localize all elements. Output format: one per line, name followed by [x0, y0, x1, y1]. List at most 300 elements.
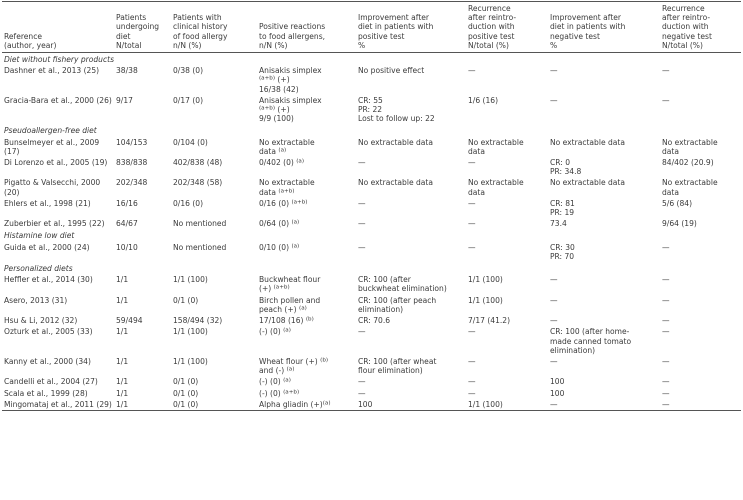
cell-line: CR: 100 (after home-: [550, 327, 630, 337]
cell-line: —: [550, 275, 558, 285]
positive-text: (-) (0): [259, 388, 284, 398]
cell-history: 402/838 (48): [173, 158, 223, 168]
cell-line: data: [468, 146, 485, 156]
cell-line: PR: 34.8: [550, 167, 582, 177]
cell-line: No extractable: [662, 137, 718, 147]
positive-line: [259, 114, 354, 123]
positive-line: [259, 296, 354, 305]
cell-positive-reactions: [257, 388, 356, 399]
section-row: [2, 124, 741, 136]
cell-reference: Scala et al., 1999 (28): [4, 388, 88, 398]
positive-text: No extractable: [259, 137, 315, 147]
table-row: [2, 242, 741, 262]
header-line: of food allergy: [173, 31, 228, 41]
positive-text: (-) (0): [259, 327, 284, 337]
table-row: [2, 157, 741, 177]
cell-patients: 1/1: [116, 327, 129, 337]
cell-patients: 10/10: [116, 242, 138, 252]
footnote-marker: (a+b): [278, 188, 295, 195]
table-row: [2, 295, 741, 315]
table-row: [2, 399, 741, 411]
cell-line: 84/402 (20.9): [662, 158, 714, 168]
positive-line: [259, 284, 354, 293]
section-row: [2, 262, 741, 274]
cell-line: 1/6 (16): [468, 95, 499, 105]
cell-line: 7/17 (41.2): [468, 316, 511, 326]
header-line: after reintro-: [662, 13, 711, 23]
cell-positive-reactions: [257, 376, 356, 387]
cell-recurrence-positive: [466, 65, 548, 95]
cell-line: No extractable: [468, 178, 524, 188]
footnote-marker: (a): [278, 147, 287, 154]
cell-improvement-positive: [356, 137, 466, 157]
cell-line: —: [358, 327, 366, 337]
cell-patients: 1/1: [114, 399, 171, 411]
positive-text: No extractable: [259, 178, 315, 188]
section-row: [2, 229, 741, 241]
positive-line: [259, 96, 354, 105]
positive-text: 0/16 (0): [259, 198, 292, 208]
cell-line: —: [468, 198, 476, 208]
cell-line: data: [662, 187, 679, 197]
cell-history: 0/1 (0): [173, 295, 199, 305]
positive-line: [259, 327, 354, 336]
footnote-marker: (a): [283, 328, 291, 334]
cell-reference: Dashner et al., 2013 (25): [4, 66, 100, 76]
header-line: duction with: [662, 22, 709, 32]
positive-text: 0/10 (0): [259, 242, 292, 252]
footnote-marker: (a): [286, 366, 295, 373]
cell-line: 73.4: [550, 219, 567, 229]
cell-recurrence-negative: [660, 218, 741, 229]
cell-patients: 16/16: [116, 198, 138, 208]
cell-improvement-positive: [356, 326, 466, 356]
cell-positive-reactions: [257, 218, 356, 229]
header-recurrence-positive: [466, 2, 548, 53]
cell-recurrence-positive: [466, 137, 548, 157]
cell-line: PR: 22: [358, 105, 383, 115]
cell-positive-reactions: [257, 399, 356, 411]
positive-text: Birch pollen and: [259, 295, 321, 305]
positive-text: data: [259, 146, 279, 156]
header-line: clinical history: [173, 22, 228, 32]
cell-recurrence-positive: [466, 356, 548, 376]
cell-patients: 1/1: [116, 275, 129, 285]
cell-recurrence-negative: [660, 326, 741, 356]
cell-improvement-positive: [356, 157, 466, 177]
cell-line: —: [550, 66, 558, 76]
footnote-marker: (a): [283, 378, 291, 385]
cell-line: —: [468, 158, 476, 168]
cell-positive-reactions: [257, 137, 356, 157]
cell-improvement-positive: [356, 376, 466, 387]
positive-text: 17/108 (16): [259, 316, 306, 326]
cell-history: 0/16 (0): [173, 198, 204, 208]
header-line: Improvement after: [550, 13, 622, 23]
cell-line: 100: [358, 399, 373, 409]
header-patients-undergoing-diet: [114, 2, 171, 53]
footnote-marker: (a+b): [259, 76, 276, 83]
cell-history: 0/17 (0): [173, 95, 204, 105]
cell-positive-reactions: [257, 315, 356, 326]
cell-line: 9/64 (19): [662, 219, 697, 229]
positive-line: [259, 316, 354, 325]
positive-text: Anisakis simplex: [259, 66, 322, 76]
cell-recurrence-negative: [660, 65, 741, 95]
cell-recurrence-negative: [660, 177, 741, 197]
cell-line: CR: 70.6: [358, 316, 391, 326]
positive-line: [259, 275, 354, 284]
cell-history: No mentioned: [173, 219, 227, 229]
cell-recurrence-positive: [466, 198, 548, 218]
cell-positive-reactions: [257, 198, 356, 218]
header-line: undergoing: [116, 22, 160, 32]
cell-recurrence-positive: [466, 376, 548, 387]
cell-line: No extractable data: [358, 137, 433, 147]
table-row: [2, 326, 741, 356]
positive-text: (+): [275, 105, 290, 115]
cell-line: —: [662, 242, 670, 252]
section-title: Personalized diets: [4, 264, 73, 274]
header-positive-reactions: [257, 2, 356, 53]
cell-improvement-negative: [548, 399, 660, 411]
cell-line: CR: 100 (after peach: [358, 295, 437, 305]
header-line: Reference: [4, 31, 43, 41]
positive-text: 0/402 (0): [259, 158, 297, 168]
cell-line: made canned tomato: [550, 336, 632, 346]
header-line: N/total: [116, 40, 142, 50]
cell-line: —: [662, 95, 670, 105]
cell-history: 0/38 (0): [173, 66, 204, 76]
cell-history: 1/1 (100): [173, 275, 208, 285]
footnote-marker: (a+b): [259, 105, 276, 112]
cell-improvement-negative: [548, 177, 660, 197]
cell-line: No extractable data: [358, 178, 433, 188]
header-clinical-history: [171, 2, 257, 53]
cell-history: 1/1 (100): [173, 356, 208, 366]
header-line: positive test: [358, 31, 405, 41]
cell-line: data: [468, 187, 485, 197]
cell-patients: 64/67: [116, 219, 138, 229]
table-row: [2, 315, 741, 326]
header-line: diet in patients with: [358, 22, 434, 32]
positive-text: data: [259, 187, 279, 197]
cell-reference: Ehlers et al., 1998 (21): [4, 198, 91, 208]
cell-improvement-negative: [548, 137, 660, 157]
cell-improvement-negative: [548, 95, 660, 125]
cell-recurrence-positive: [466, 218, 548, 229]
cell-line: —: [662, 295, 670, 305]
cell-line: —: [550, 399, 558, 409]
cell-line: elimination): [358, 304, 404, 314]
cell-line: 1/1 (100): [468, 275, 503, 285]
food-allergy-diet-table: [2, 1, 741, 411]
header-line: diet: [116, 31, 131, 41]
cell-improvement-positive: [356, 95, 466, 125]
positive-text: peach (+): [259, 304, 300, 314]
cell-patients: 104/153: [116, 137, 148, 147]
cell-reference: Kanny et al., 2000 (34): [4, 356, 91, 366]
cell-line: —: [358, 242, 366, 252]
positive-text: 9/9 (100): [259, 114, 294, 124]
cell-recurrence-positive: [466, 315, 548, 326]
cell-reference: Asero, 2013 (31): [4, 295, 68, 305]
footnote-marker: (a): [299, 305, 307, 312]
header-line: Improvement after: [358, 13, 430, 23]
cell-history: 0/1 (0): [173, 388, 199, 398]
cell-recurrence-negative: [660, 399, 741, 411]
section-title: Diet without fishery products: [2, 53, 741, 66]
cell-line: —: [468, 242, 476, 252]
cell-recurrence-negative: [660, 315, 741, 326]
cell-improvement-negative: [548, 315, 660, 326]
table-row: [2, 218, 741, 229]
cell-line: flour elimination): [358, 366, 423, 376]
cell-line: —: [662, 377, 670, 387]
header-line: n/N (%): [259, 40, 288, 50]
cell-reference: Heffler et al., 2014 (30): [4, 275, 93, 285]
cell-line: —: [358, 198, 366, 208]
cell-improvement-positive: [356, 242, 466, 262]
cell-patients: 202/348: [116, 178, 148, 188]
cell-recurrence-negative: [660, 157, 741, 177]
cell-history: 1/1 (100): [173, 327, 208, 337]
cell-improvement-negative: [548, 376, 660, 387]
cell-recurrence-positive: [466, 388, 548, 399]
cell-improvement-positive: [356, 177, 466, 197]
cell-reference: Zuberbier et al., 1995 (22): [4, 219, 105, 229]
header-line: Recurrence: [468, 4, 511, 13]
cell-patients: 9/17: [116, 95, 133, 105]
cell-reference: Candelli et al., 2004 (27): [4, 377, 98, 387]
table-row: [2, 95, 741, 125]
cell-line: —: [662, 66, 670, 76]
positive-text: Alpha gliadin (+): [259, 399, 323, 409]
cell-line: —: [550, 356, 558, 366]
cell-line: No extractable: [662, 178, 718, 188]
table-body: [2, 53, 741, 411]
cell-line: —: [468, 356, 476, 366]
header-line: N/total (%): [468, 40, 509, 50]
positive-line: [259, 357, 354, 366]
cell-patients: 1/1: [116, 377, 129, 387]
cell-line: CR: 55: [358, 95, 383, 105]
cell-reference: Ozturk et al., 2005 (33): [4, 327, 93, 337]
cell-recurrence-positive: [466, 177, 548, 197]
cell-reference: Mingomataj et al., 2011 (29): [2, 399, 114, 411]
cell-improvement-positive: [356, 399, 466, 411]
table-row: [2, 137, 741, 157]
cell-line: —: [662, 399, 670, 409]
cell-patients: 1/1: [116, 356, 129, 366]
positive-text: Buckwheat flour: [259, 275, 321, 285]
section-title: Pseudoallergen-free diet: [4, 126, 97, 136]
cell-line: —: [468, 388, 476, 398]
cell-improvement-positive: [356, 388, 466, 399]
footnote-marker: (a+b): [291, 199, 308, 206]
positive-line: [259, 178, 354, 187]
header-reference: [2, 2, 114, 53]
cell-history: 0/1 (0): [173, 377, 199, 387]
cell-reference: Bunselmeyer et al., 2009 (17): [4, 137, 100, 156]
positive-line: [259, 400, 354, 409]
cell-improvement-negative: [548, 218, 660, 229]
cell-improvement-negative: [548, 242, 660, 262]
header-line: Patients with: [173, 13, 222, 23]
positive-text: (+): [275, 75, 290, 85]
cell-line: PR: 19: [550, 208, 575, 218]
cell-positive-reactions: [257, 356, 356, 376]
header-line: negative test: [550, 31, 600, 41]
cell-recurrence-negative: [660, 295, 741, 315]
cell-recurrence-positive: [466, 274, 548, 294]
cell-recurrence-positive: [466, 242, 548, 262]
footnote-marker: (a): [291, 243, 300, 250]
cell-positive-reactions: [257, 274, 356, 294]
header-row: [2, 2, 741, 53]
cell-line: —: [468, 377, 476, 387]
cell-improvement-positive: [356, 356, 466, 376]
cell-line: —: [358, 219, 366, 229]
footnote-marker: (a): [296, 158, 305, 165]
cell-positive-reactions: [257, 177, 356, 197]
header-line: (author, year): [4, 40, 57, 50]
cell-positive-reactions: [257, 326, 356, 356]
positive-line: [259, 158, 354, 167]
cell-line: —: [468, 219, 476, 229]
cell-line: elimination): [550, 345, 596, 355]
header-recurrence-negative: [660, 2, 741, 53]
cell-line: buckwheat elimination): [358, 284, 447, 294]
cell-recurrence-positive: [466, 399, 548, 411]
cell-recurrence-negative: [660, 198, 741, 218]
header-line: duction with: [468, 22, 515, 32]
cell-patients: 1/1: [116, 388, 129, 398]
cell-recurrence-positive: [466, 95, 548, 125]
cell-line: data: [662, 146, 679, 156]
positive-text: 16/38 (42): [259, 84, 299, 94]
positive-text: (-) (0): [259, 377, 284, 387]
table-header: [2, 2, 741, 53]
table-row: [2, 376, 741, 387]
footnote-marker: (a): [291, 219, 300, 226]
cell-improvement-negative: [548, 157, 660, 177]
cell-improvement-negative: [548, 356, 660, 376]
cell-positive-reactions: [257, 242, 356, 262]
cell-line: —: [358, 158, 366, 168]
positive-text: 0/64 (0): [259, 219, 292, 229]
footnote-marker: (a+b): [283, 389, 300, 396]
cell-line: —: [662, 356, 670, 366]
table-row: [2, 388, 741, 399]
cell-line: —: [468, 66, 476, 76]
positive-line: [259, 85, 354, 94]
positive-line: [259, 66, 354, 75]
cell-line: —: [468, 327, 476, 337]
cell-history: 158/494 (32): [173, 316, 223, 326]
cell-improvement-positive: [356, 65, 466, 95]
positive-line: [259, 138, 354, 147]
cell-patients: 1/1: [116, 295, 129, 305]
cell-line: No extractable data: [550, 178, 625, 188]
cell-history: No mentioned: [173, 242, 227, 252]
cell-line: 1/1 (100): [468, 295, 503, 305]
cell-recurrence-positive: [466, 295, 548, 315]
cell-recurrence-negative: [660, 274, 741, 294]
cell-improvement-positive: [356, 295, 466, 315]
section-title: Histamine low diet: [4, 231, 75, 241]
cell-line: 100: [550, 388, 565, 398]
positive-text: Anisakis simplex: [259, 95, 322, 105]
header-line: negative test: [662, 31, 712, 41]
cell-reference: Gracia-Bara et al., 2000 (26): [4, 95, 112, 105]
cell-line: CR: 81: [550, 198, 575, 208]
positive-line: [259, 366, 354, 375]
cell-reference: Pigatto & Valsecchi, 2000 (20): [4, 178, 101, 197]
cell-recurrence-negative: [660, 137, 741, 157]
cell-improvement-negative: [548, 198, 660, 218]
positive-line: [259, 219, 354, 228]
cell-line: 5/6 (84): [662, 198, 693, 208]
cell-reference: Guida et al., 2000 (24): [4, 242, 90, 252]
cell-reference: Di Lorenzo et al., 2005 (19): [4, 158, 108, 168]
cell-improvement-negative: [548, 295, 660, 315]
cell-line: 1/1 (100): [468, 399, 503, 409]
table-row: [2, 177, 741, 197]
footnote-marker: (b): [320, 357, 329, 364]
header-line: %: [358, 40, 366, 50]
footnote-marker: (a): [322, 400, 331, 407]
cell-line: CR: 100 (after wheat: [358, 356, 437, 366]
cell-history: 0/1 (0): [171, 399, 257, 411]
cell-positive-reactions: [257, 295, 356, 315]
positive-text: (+): [259, 284, 274, 294]
cell-recurrence-negative: [660, 356, 741, 376]
cell-improvement-negative: [548, 326, 660, 356]
cell-line: 100: [550, 377, 565, 387]
cell-line: PR: 70: [550, 251, 575, 261]
cell-line: No extractable: [468, 137, 524, 147]
cell-improvement-positive: [356, 315, 466, 326]
header-line: to food allergens,: [259, 31, 326, 41]
cell-patients: 38/38: [116, 66, 138, 76]
cell-positive-reactions: [257, 65, 356, 95]
cell-improvement-negative: [548, 65, 660, 95]
footnote-marker: (b): [305, 316, 314, 323]
positive-line: [259, 75, 354, 84]
positive-line: [259, 243, 354, 252]
header-line: %: [550, 40, 558, 50]
cell-line: —: [358, 377, 366, 387]
cell-line: —: [550, 316, 558, 326]
cell-recurrence-negative: [660, 388, 741, 399]
header-improvement-positive: [356, 2, 466, 53]
positive-line: [259, 105, 354, 114]
header-line: N/total (%): [662, 40, 703, 50]
header-line: after reintro-: [468, 13, 517, 23]
cell-improvement-positive: [356, 274, 466, 294]
positive-line: [259, 305, 354, 314]
positive-line: [259, 389, 354, 398]
header-line: positive test: [468, 31, 515, 41]
cell-line: —: [662, 275, 670, 285]
table-row: [2, 198, 741, 218]
positive-line: [259, 188, 354, 197]
footnote-marker: (a+b): [273, 285, 290, 292]
cell-line: —: [550, 95, 558, 105]
positive-text: Wheat flour (+): [259, 356, 321, 366]
header-line: Patients: [116, 13, 147, 23]
